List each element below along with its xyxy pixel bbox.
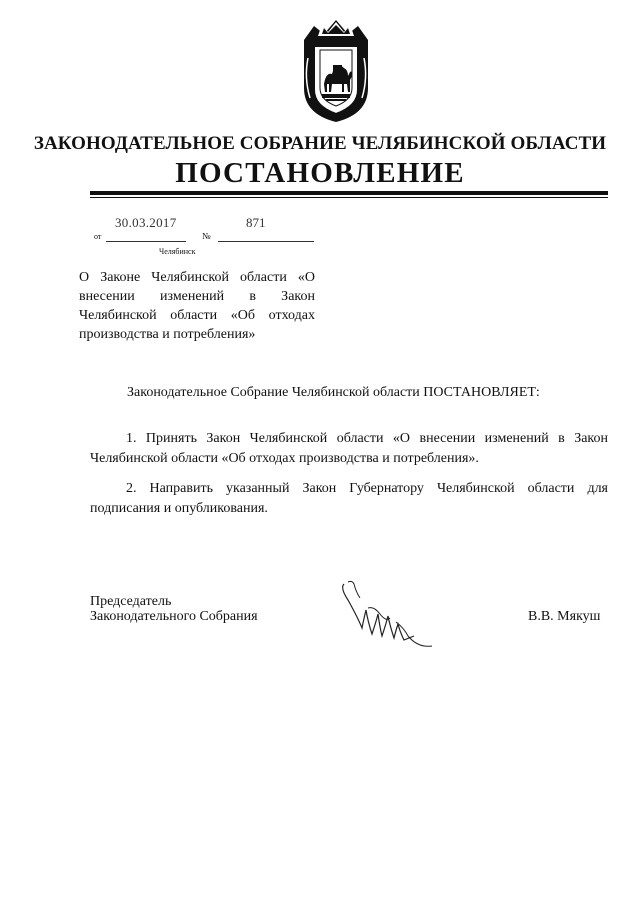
signature-image	[338, 578, 438, 650]
number-label: №	[202, 231, 211, 241]
date-underline	[106, 241, 186, 242]
organization-title: ЗАКОНОДАТЕЛЬНОЕ СОБРАНИЕ ЧЕЛЯБИНСКОЙ ОБЛАСТИ	[33, 133, 607, 154]
resolves-text: Законодательное Собрание Челябинской области ПОСТАНОВЛЯЕТ:	[127, 385, 540, 400]
document-type-title: ПОСТАНОВЛЕНИЕ	[175, 157, 465, 189]
city-label: Челябинск	[159, 247, 196, 256]
signer-title-line1: Председатель	[90, 594, 172, 609]
header-rule-thick	[90, 191, 608, 195]
number-underline	[218, 241, 314, 242]
number-value: 871	[246, 215, 266, 230]
signer-name: В.В. Мякуш	[528, 609, 601, 624]
resolution-item-2: 2. Направить указанный Закон Губернатору Челябинской области для подписания и опубликования.	[90, 481, 608, 516]
signer-title-line2: Законодательного Собрания	[90, 609, 258, 624]
date-label: от	[94, 232, 102, 241]
subject-text: О Законе Челябинской области «О внесении изменений в Закон Челябинской области «Об отходах производства и потребления»	[79, 270, 315, 342]
resolution-item-1: 1. Принять Закон Челябинской области «О внесении изменений в Закон Челябинской области «Об отходах производства и потребления».	[90, 431, 608, 466]
date-value: 30.03.2017	[115, 215, 177, 230]
header-rule-thin	[90, 197, 608, 198]
coat-of-arms-icon	[300, 18, 372, 124]
